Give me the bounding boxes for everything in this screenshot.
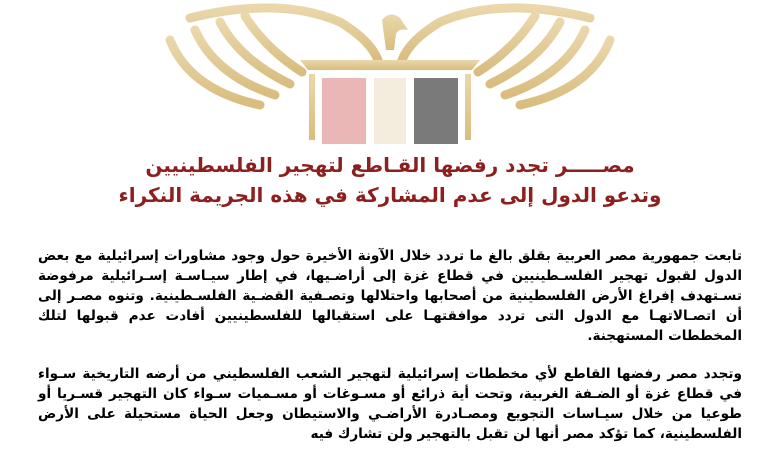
page-title — [60, 150, 720, 210]
flag-white-band — [374, 78, 406, 144]
eagle-emblem-icon — [150, 0, 630, 150]
flag-red-band — [322, 78, 366, 144]
title-line-1: مصـــــر تجدد رفضها القـاطع لتهجير الفلسطينيين — [145, 153, 635, 177]
title-line-2: وتدعو الدول إلى عدم المشاركة في هذه الجريمة النكراء — [118, 183, 662, 207]
flag-black-band — [414, 78, 458, 144]
paragraph-1: تابعت جمهورية مصر العربية بقلق بالغ ما تردد خلال الآونة الأخيرة حول وجود مشاورات إسرائيلية مع بعض الدول لقبول تهجير الفلسـطينيين في قطاع غزة إلى أراضـيها، في إطار سيـاسـة إسـرائيلية مرفوضة تسـتهدف إفراغ الأرض الفلسطينية من أصحابها واحتلالها وتصـفية القضـية الفلسـطينية. وتنوه مصـر إلى أن اتصـالاتهـا مع الدول التى تردد موافقتهـا على استقبالها للفلسطينيين أفادت عدم قبولها لتلك المخططات المستهجنة. — [38, 248, 742, 344]
paragraph-2: وتجدد مصر رفضها القاطع لأي مخططات إسرائيلية لتهجير الشعب الفلسطيني من أرضه التاريخية سـواء في قطاع غزة أو الضـفة الغربية، وتحت أية ذرائع أو مسـوغات أو مسـميات سـواء كان التهجير قسـريا أو طوعيا من خلال سيـاسات التجويع ومصـادرة الأراضـي والاستيطان وجعل الحياة مستحيلة على الأرض الفلسطينية، كما تؤكد مصر أنها لن تقبل بالتهجير ولن تشارك فيه — [38, 366, 742, 442]
statement-body — [38, 246, 742, 462]
